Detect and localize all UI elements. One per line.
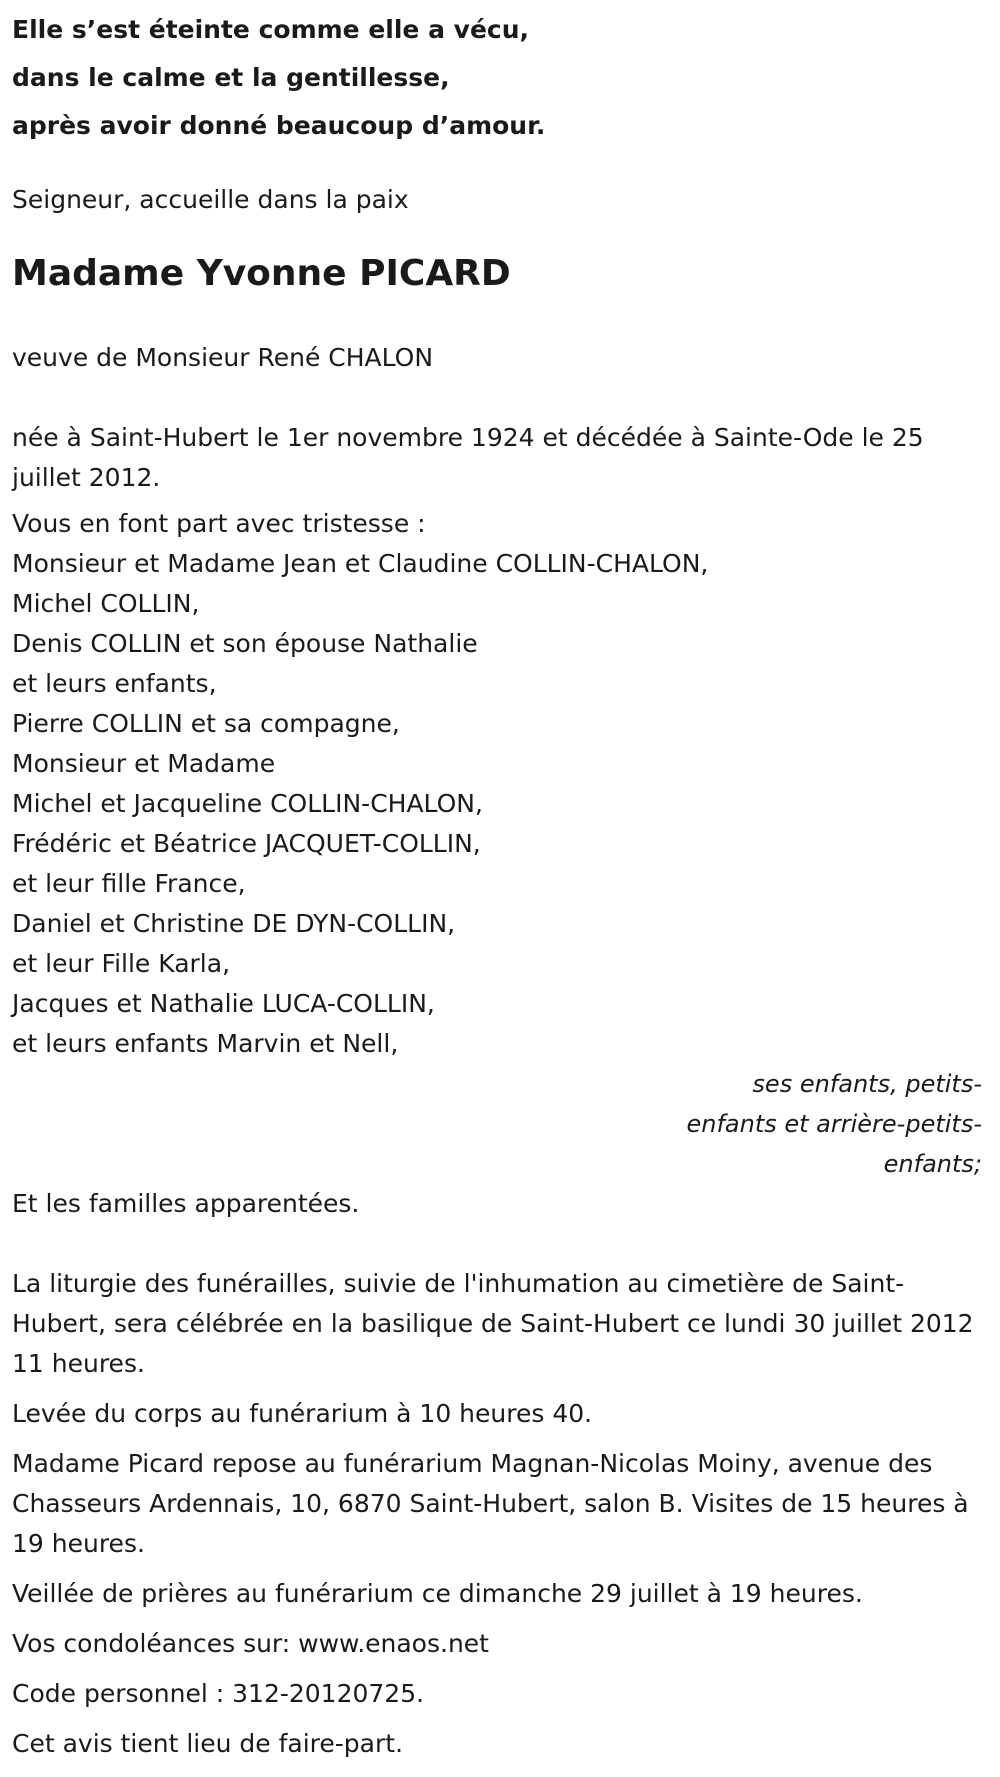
family-line: et leur Fille Karla, <box>12 949 231 978</box>
family-line: Michel et Jacqueline COLLIN-CHALON, <box>12 789 483 818</box>
opening-verse <box>12 6 988 150</box>
related-families: Et les familles apparentées. <box>12 1189 360 1218</box>
family-line: Frédéric et Béatrice JACQUET-COLLIN, <box>12 829 481 858</box>
verse-line-1: Elle s’est éteinte comme elle a vécu, <box>12 15 530 44</box>
condolences-link: Vos condoléances sur: www.enaos.net <box>12 1629 489 1658</box>
family-line: Pierre COLLIN et sa compagne, <box>12 709 400 738</box>
family-line: Denis COLLIN et son épouse Nathalie <box>12 629 478 658</box>
family-line: et leurs enfants, <box>12 669 217 698</box>
family-line: et leurs enfants Marvin et Nell, <box>12 1029 399 1058</box>
announce-intro: Vous en font part avec tristesse : <box>12 509 426 538</box>
funeral-details: La liturgie des funérailles, suivie de l'inhumation au cimetière de Saint-Hubert, sera célébrée en la basilique de Saint-Hubert ce lundi 30 juillet 2012 11 heures. <box>12 1269 974 1378</box>
veillee-prieres: Veillée de prières au funérarium ce dimanche 29 juillet à 19 heures. <box>12 1579 863 1608</box>
invocation: Seigneur, accueille dans la paix <box>12 185 409 214</box>
widow-of: veuve de Monsieur René CHALON <box>12 343 434 372</box>
family-relation: ses enfants, petits-enfants et arrière-petits-enfants; <box>686 1070 982 1178</box>
deceased-name: Madame Yvonne PICARD <box>12 253 511 294</box>
family-line: Jacques et Nathalie LUCA-COLLIN, <box>12 989 435 1018</box>
levee-du-corps: Levée du corps au funérarium à 10 heures 40. <box>12 1399 593 1428</box>
family-line: et leur fille France, <box>12 869 246 898</box>
repose-details: Madame Picard repose au funérarium Magnan-Nicolas Moiny, avenue des Chasseurs Ardennais, 10, 6870 Saint-Hubert, salon B. Visites de 15 heures à 19 heures. <box>12 1449 969 1558</box>
verse-line-3: après avoir donné beaucoup d’amour. <box>12 111 546 140</box>
personal-code: Code personnel : 312-20120725. <box>12 1679 425 1708</box>
family-list <box>12 504 988 1064</box>
birth-death-info: née à Saint-Hubert le 1er novembre 1924 et décédée à Sainte-Ode le 25 juillet 2012. <box>12 423 924 492</box>
family-line: Monsieur et Madame <box>12 749 276 778</box>
family-line: Michel COLLIN, <box>12 589 200 618</box>
family-line: Monsieur et Madame Jean et Claudine COLLIN-CHALON, <box>12 549 709 578</box>
notice-statement: Cet avis tient lieu de faire-part. <box>12 1729 404 1758</box>
verse-line-2: dans le calme et la gentillesse, <box>12 63 450 92</box>
family-line: Daniel et Christine DE DYN-COLLIN, <box>12 909 456 938</box>
